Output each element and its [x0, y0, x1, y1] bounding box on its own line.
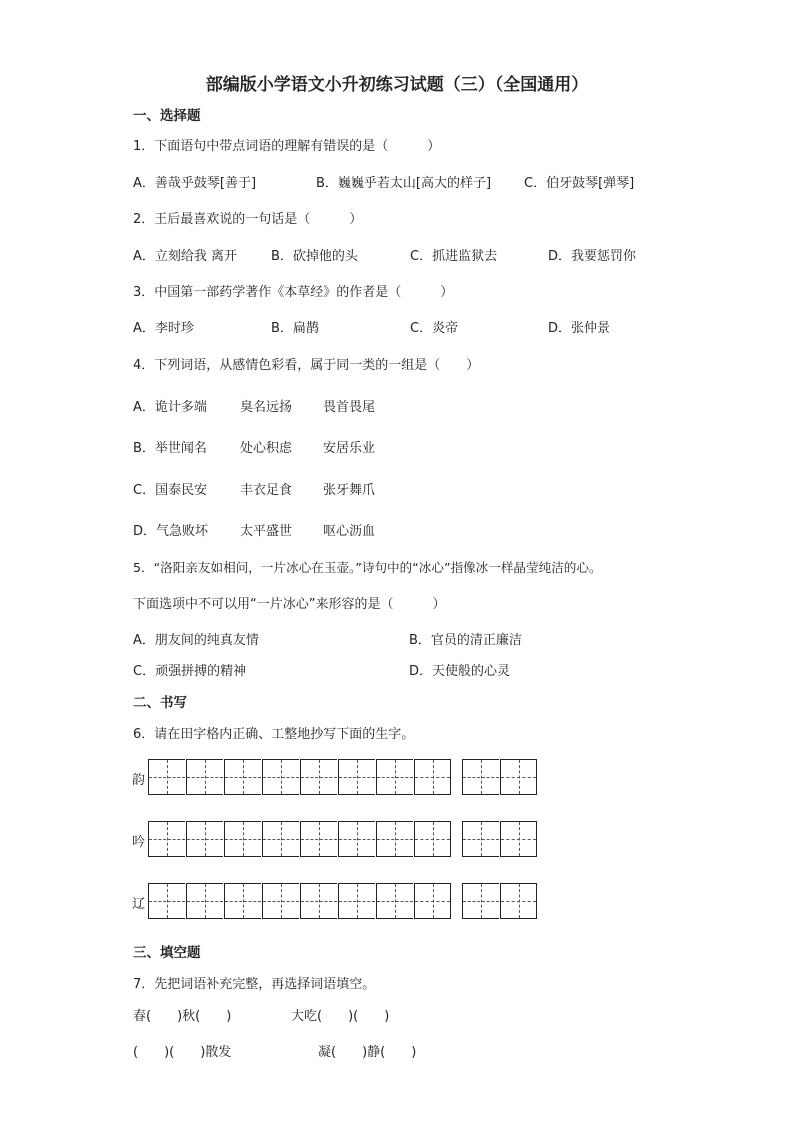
- section-heading-writing: 二、书写: [133, 695, 187, 711]
- question-4-option-d-w1: D．气急败坏: [133, 524, 209, 539]
- question-2-option-b: B．砍掉他的头: [271, 249, 358, 264]
- question-2-option-c: C．抓进监狱去: [410, 249, 498, 264]
- tianzige-cell[interactable]: [186, 821, 223, 857]
- question-6-stem: 6．请在田字格内正确、工整地抄写下面的生字。: [133, 727, 415, 742]
- question-4-option-a-w3: 畏首畏尾: [323, 400, 376, 415]
- question-5-option-c: C．顽强拼搏的精神: [133, 664, 247, 679]
- question-2-stem: 2．王后最喜欢说的一句话是（ ）: [133, 212, 363, 227]
- question-7-word-2: 大吃( )( ): [291, 1009, 390, 1024]
- tianzige-cell[interactable]: [500, 759, 537, 795]
- question-1-stem: 1．下面语句中带点词语的理解有错误的是（ ）: [133, 139, 441, 154]
- tianzige-cell[interactable]: [338, 821, 375, 857]
- tianzige-cell[interactable]: [148, 759, 185, 795]
- tianzige-cell[interactable]: [262, 759, 299, 795]
- question-5-option-a: A．朋友间的纯真友情: [133, 633, 259, 648]
- question-7-word-4: 凝( )静( ): [318, 1045, 417, 1060]
- question-4-option-c-w3: 张牙舞爪: [323, 483, 376, 498]
- question-7-word-1: 春( )秋( ): [133, 1009, 232, 1024]
- tianzige-cell[interactable]: [338, 883, 375, 919]
- question-4-stem: 4．下列词语，从感情色彩看，属于同一类的一组是（ ）: [133, 358, 480, 373]
- tianzige-cell[interactable]: [376, 821, 413, 857]
- question-4-option-b-w2: 处心积虑: [240, 441, 293, 456]
- question-1-option-b: B．巍巍乎若太山[高大的样子]: [316, 176, 492, 191]
- question-4-option-a-w1: A．诡计多端: [133, 400, 207, 415]
- tianzige-cell[interactable]: [376, 883, 413, 919]
- tianzige-cell[interactable]: [338, 759, 375, 795]
- tianzige-cell[interactable]: [186, 883, 223, 919]
- tianzige-row-1[interactable]: [148, 759, 540, 795]
- question-1-option-a: A．善哉乎鼓琴[善于]: [133, 176, 257, 191]
- writing-char-3: 辽: [132, 897, 146, 912]
- question-4-option-d-w2: 太平盛世: [240, 524, 293, 539]
- question-5-stem-line1: 5．“洛阳亲友如相问，一片冰心在玉壶。”诗句中的“冰心”指像冰一样晶莹纯洁的心。: [133, 560, 602, 575]
- tianzige-cell[interactable]: [186, 759, 223, 795]
- question-3-option-d: D．张仲景: [548, 321, 611, 336]
- question-3-stem: 3．中国第一部药学著作《本草经》的作者是（ ）: [133, 285, 454, 300]
- question-5-option-b: B．官员的清正廉洁: [409, 633, 522, 648]
- tianzige-cell[interactable]: [224, 883, 261, 919]
- tianzige-cell[interactable]: [376, 759, 413, 795]
- tianzige-cell[interactable]: [414, 821, 451, 857]
- tianzige-cell[interactable]: [300, 759, 337, 795]
- section-heading-choice: 一、选择题: [133, 108, 201, 124]
- tianzige-cell[interactable]: [300, 883, 337, 919]
- tianzige-cell[interactable]: [414, 883, 451, 919]
- tianzige-cell[interactable]: [462, 759, 499, 795]
- question-7-word-3: ( )( )散发: [133, 1045, 232, 1060]
- tianzige-cell[interactable]: [462, 883, 499, 919]
- question-5-stem-line2: 下面选项中不可以用“一片冰心”来形容的是（ ）: [133, 597, 446, 612]
- writing-char-1: 韵: [132, 773, 146, 788]
- question-4-option-d-w3: 呕心沥血: [323, 524, 376, 539]
- tianzige-cell[interactable]: [262, 821, 299, 857]
- question-4-option-c-w2: 丰衣足食: [240, 483, 293, 498]
- tianzige-cell[interactable]: [224, 821, 261, 857]
- question-4-option-a-w2: 臭名远扬: [240, 400, 293, 415]
- tianzige-cell[interactable]: [462, 821, 499, 857]
- tianzige-row-3[interactable]: [148, 883, 540, 919]
- tianzige-cell[interactable]: [500, 821, 537, 857]
- question-4-option-b-w1: B．举世闻名: [133, 441, 207, 456]
- question-4-option-b-w3: 安居乐业: [323, 441, 376, 456]
- question-3-option-a: A．李时珍: [133, 321, 194, 336]
- question-5-option-d: D．天使般的心灵: [409, 664, 511, 679]
- tianzige-cell[interactable]: [224, 759, 261, 795]
- question-1-option-c: C．伯牙鼓琴[弹琴]: [524, 176, 635, 191]
- tianzige-row-2[interactable]: [148, 821, 540, 857]
- tianzige-cell[interactable]: [148, 883, 185, 919]
- question-3-option-b: B．扁鹊: [271, 321, 319, 336]
- tianzige-cell[interactable]: [414, 759, 451, 795]
- page-title: 部编版小学语文小升初练习试题（三）（全国通用）: [205, 75, 589, 95]
- question-4-option-c-w1: C．国泰民安: [133, 483, 208, 498]
- tianzige-cell[interactable]: [262, 883, 299, 919]
- question-7-stem: 7．先把词语补充完整，再选择词语填空。: [133, 977, 376, 992]
- question-2-option-a: A．立刻给我 离开: [133, 249, 238, 264]
- question-3-option-c: C．炎帝: [410, 321, 459, 336]
- question-2-option-d: D．我要惩罚你: [548, 249, 637, 264]
- writing-char-2: 吟: [132, 835, 146, 850]
- section-heading-fill-blank: 三、填空题: [133, 945, 201, 961]
- tianzige-cell[interactable]: [300, 821, 337, 857]
- tianzige-cell[interactable]: [500, 883, 537, 919]
- tianzige-cell[interactable]: [148, 821, 185, 857]
